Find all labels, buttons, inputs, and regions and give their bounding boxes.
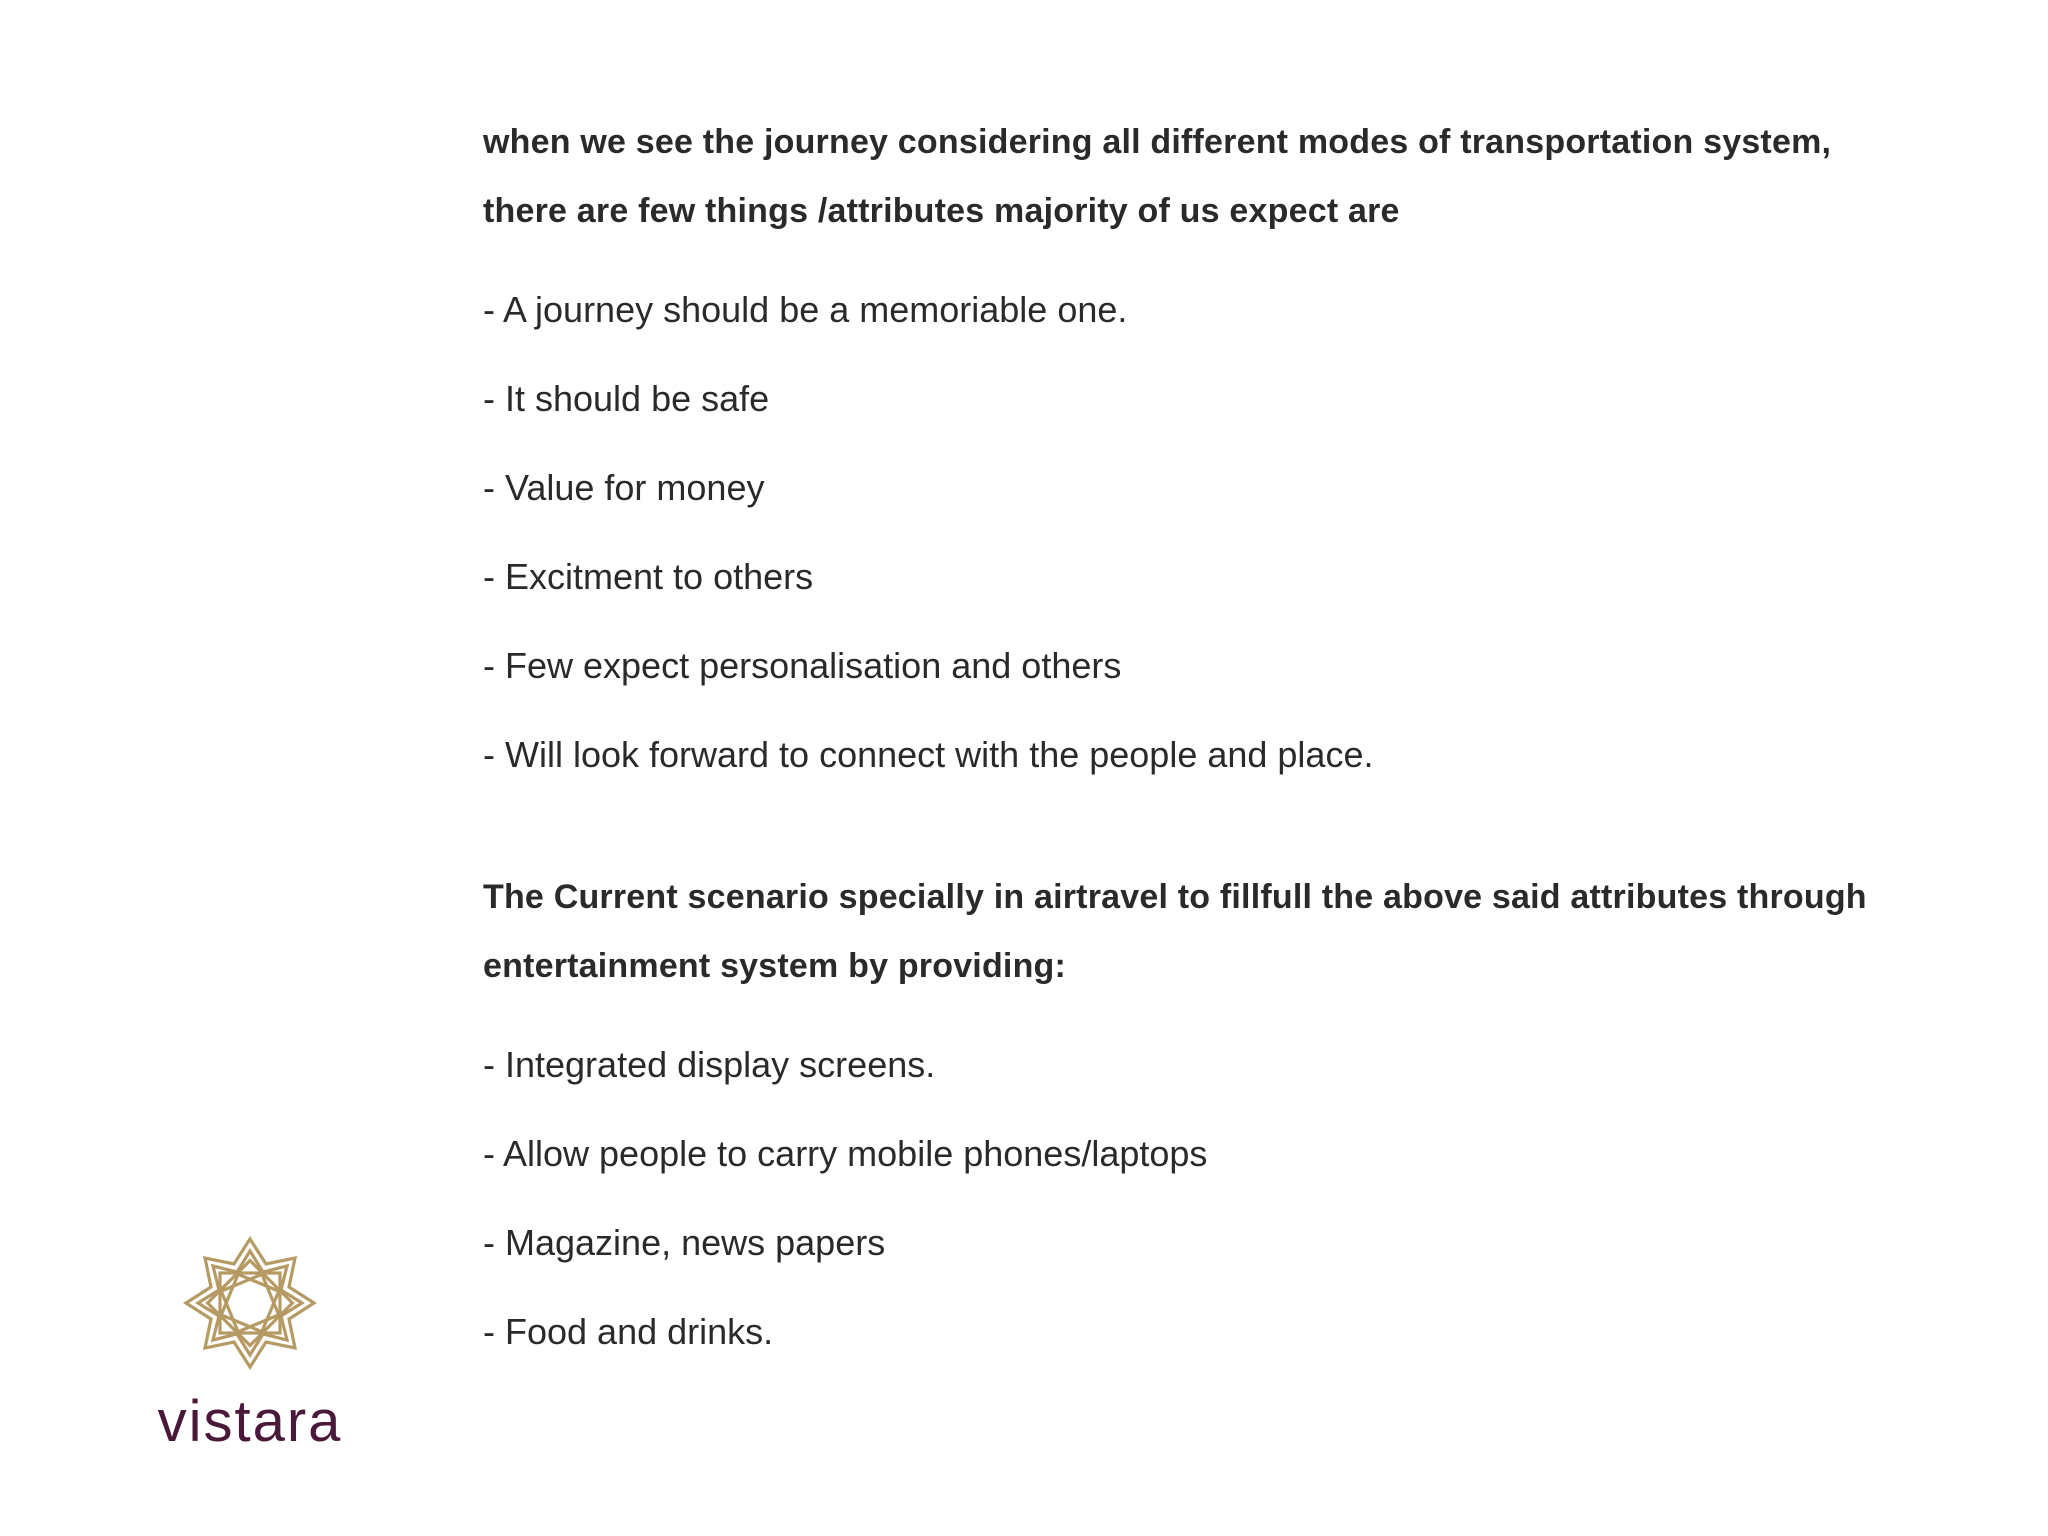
- list-item: - Food and drinks.: [483, 1311, 774, 1352]
- list-item: - Value for money: [483, 467, 765, 508]
- list-item: - Allow people to carry mobile phones/laptops: [483, 1133, 1208, 1174]
- svg-text:vistara: vistara: [157, 1389, 343, 1454]
- list-item: - Will look forward to connect with the people and place.: [483, 734, 1374, 775]
- expectations-list: [483, 290, 2023, 775]
- provisions-list: [483, 1045, 2023, 1352]
- list-item: - Magazine, news papers: [483, 1222, 886, 1263]
- intro-line-1: when we see the journey considering all different modes of transportation system,: [483, 123, 1832, 161]
- vistara-wordmark: [118, 1385, 382, 1455]
- list-item: - Integrated display screens.: [483, 1044, 936, 1085]
- current-scenario-heading: [483, 863, 2023, 1001]
- intro-heading: [483, 108, 2023, 246]
- list-item: - Excitment to others: [483, 556, 814, 597]
- slide-content: [483, 108, 2023, 1352]
- intro-line-2: there are few things /attributes majority of us expect are: [483, 192, 1400, 230]
- list-item: - It should be safe: [483, 378, 770, 419]
- list-item: - A journey should be a memoriable one.: [483, 289, 1128, 330]
- current-line-2: entertainment system by providing:: [483, 947, 1067, 985]
- star-emblem-icon: [180, 1233, 320, 1373]
- vistara-logo: [118, 1225, 382, 1465]
- current-line-1: The Current scenario specially in airtravel to fillfull the above said attributes through: [483, 878, 1867, 916]
- list-item: - Few expect personalisation and others: [483, 645, 1122, 686]
